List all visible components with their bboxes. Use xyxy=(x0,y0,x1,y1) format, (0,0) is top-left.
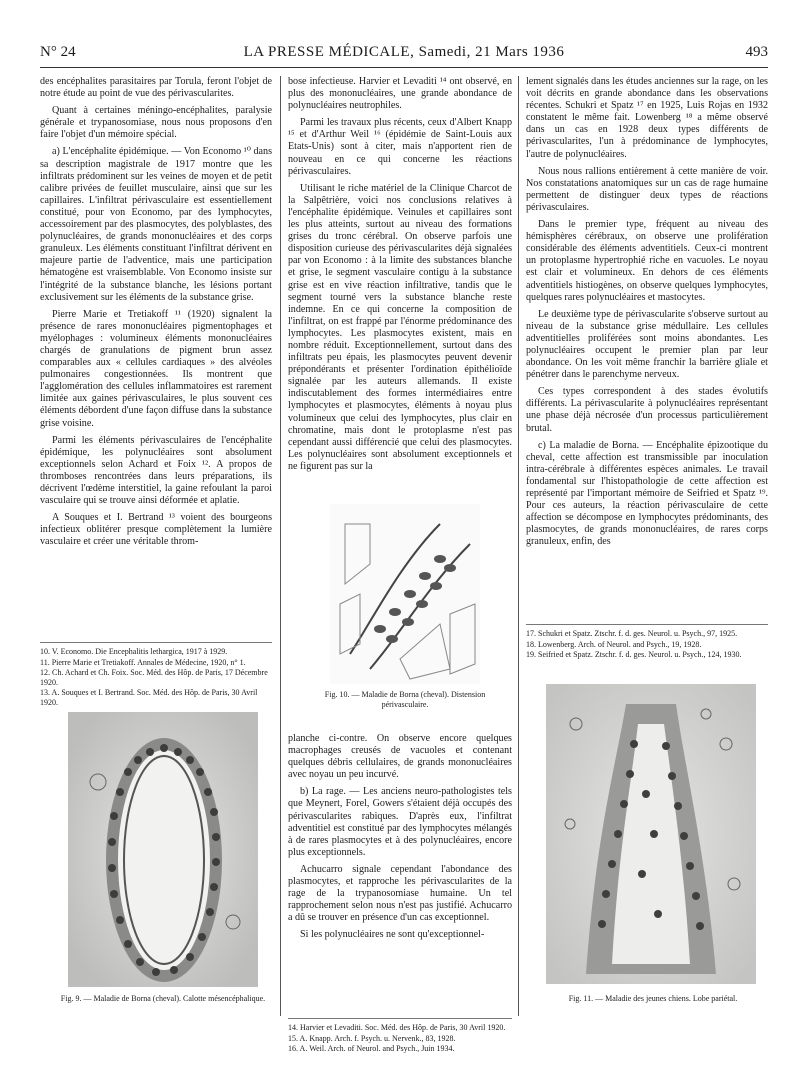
footnote-rule xyxy=(40,642,272,643)
header-rule xyxy=(40,67,768,68)
paragraph: Ces types correspondent à des stades évolutifs différents. La périvascularite à polynucléaires représentant une phase déjà nécrosée d'un processus particulièrement brutal. xyxy=(526,386,768,434)
paragraph: Nous nous rallions entièrement à cette manière de voir. Nos constatations anatomiques sur un cas de rage humaine permettent de distinguer deux types de réactions périvasculaires. xyxy=(526,165,768,213)
column-divider xyxy=(518,76,519,1016)
column-1-footnotes xyxy=(40,647,272,709)
paragraph: lement signalés dans les études anciennes sur la rage, on les voit décrits en grande abondance dans les observations récentes. Schukri et Spatz ¹⁷ en 1925, Luis Rojas en 1932 constatent le même fait. Lowenberg ¹⁸ a même observé dans un cas en 1928 deux types différents de périvascularites, l'un à prédominance de lymphocytes, l'autre de polynucléaires. xyxy=(526,76,768,160)
footnote: 12. Ch. Achard et Ch. Foix. Soc. Méd. des Hôp. de Paris, 17 Décembre 1920. xyxy=(40,668,268,687)
paragraph: Dans le premier type, fréquent au niveau des hémisphères cérébraux, on observe une prolifération considérable des éléments adventitiels. Ceux-ci montrent un protoplasme hypertrophié riche en vacuoles. Le noyau est clair et volumineux. En dehors de ces éléments adventitiels histiogènes, on observe quelques lymphocytes, quelques rares polynucléaires et mastocytes. xyxy=(526,219,768,303)
figure-11-caption: Fig. 11. — Maladie des jeunes chiens. Lobe pariétal. xyxy=(568,994,738,1003)
footnote: 16. A. Weil. Arch. of Neurol. and Psych., Juin 1934. xyxy=(288,1044,455,1054)
footnote: 13. A. Souques et I. Bertrand. Soc. Méd. des Hôp. de Paris, 30 Avril 1920. xyxy=(40,688,258,707)
paragraph: Le deuxième type de périvascularite s'observe surtout au niveau de la substance grise médullaire. Les cellules adventitielles proliférées sont moins abondantes. Les polynucléaires occupent le premier plan par leur abondance. On les voit même franchir la barrière gliale et pénétrer dans le parenchyme nerveux. xyxy=(526,308,768,381)
footnote-rule xyxy=(288,1018,512,1019)
footnote: 19. Seifried et Spatz. Ztschr. f. d. ges. Neurol. u. Psych., 124, 1930. xyxy=(526,650,742,660)
footnote-rule xyxy=(526,624,768,625)
figure-9-caption: Fig. 9. — Maladie de Borna (cheval). Calotte mésencéphalique. xyxy=(60,994,266,1003)
column-divider xyxy=(280,76,281,1016)
footnote: 15. A. Knapp. Arch. f. Psych. u. Nervenk., 83, 1928. xyxy=(288,1033,456,1043)
paragraph: bose infectieuse. Harvier et Levaditi ¹⁴ ont observé, en plus des mononucléaires, une grande abondance de polynucléaires neutrophiles. xyxy=(288,76,512,112)
paragraph: a) L'encéphalite épidémique. — Von Economo ¹⁰ dans sa description magistrale de 1917 montre que les infiltrats prédominent sur les veines de moyen et de petit calibre privées de feuillet musculaire, ainsi que sur les capillaires. L'infiltrat périvasculaire est essentiellement constitué, pour von Economo, par des lymphocytes, accessoirement par des plasmocytes, des polyblastes, des polynucléaires, de grands mononucléaires et des corps granuleux. Les éléments constituant l'infiltrat dérivent en majeure partie de l'adventice, mais une participation hématogène est vraisemblable. Von Economo insiste sur l'intégrité de la substance blanche, les lésions portant exclusivement sur les éléments de la substance grise. xyxy=(40,146,272,303)
paragraph: A Souques et I. Bertrand ¹³ voient des bourgeons infectieux oblitérer presque complètement la lumière vasculaire et créer une véritable throm- xyxy=(40,512,272,548)
paragraph: Si les polynucléaires ne sont qu'exceptionnel- xyxy=(300,929,485,941)
column-2-text-bottom xyxy=(288,733,512,947)
column-2-text-top xyxy=(288,76,512,478)
column-3-text xyxy=(526,76,768,553)
paragraph: c) La maladie de Borna. — Encéphalite épizootique du cheval, cette affection est transmissible par inoculation intra-cérébrale à différentes espèces animales. Le travail fondamental sur l'histopathologie de cette affection est représenté par l'important mémoire de Seifried et Spatz ¹⁹. Pour ces auteurs, la réaction périvasculaire de cette affection se décompose en lymphocytes prédominants, des plasmocytes, de grands mononucléaires, de rares corps granuleux, enfin, des xyxy=(526,439,768,548)
paragraph: planche ci-contre. On observe encore quelques macrophages creusés de vacuoles et contenant quelques débris cellulaires, de grands mononucléaires avec noyau un peu incurvé. xyxy=(288,733,512,781)
page-header xyxy=(40,40,768,66)
paragraph: Parmi les travaux plus récents, ceux d'Albert Knapp ¹⁵ et d'Arthur Weil ¹⁶ (épidémie de Saint-Louis aux Etats-Unis) sont à citer, mais n'apportent rien de nouveau en ce qui concerne les réactions périvasculaires. xyxy=(288,117,512,177)
column-1-text xyxy=(40,76,272,553)
footnote: 10. V. Economo. Die Encephalitis lethargica, 1917 à 1929. xyxy=(40,647,228,656)
column-3-footnotes xyxy=(526,629,768,661)
footnote: 17. Schukri et Spatz. Ztschr. f. d. ges. Neurol. u. Psych., 97, 1925. xyxy=(526,629,738,638)
paragraph: Utilisant le riche matériel de la Clinique Charcot de la Salpêtrière, voici nos conclusions relatives à l'encéphalite épidémique. Veinules et capillaires sont les plus atteints, surtout au niveau des formations grises du tronc cérébral. On observe parfois une disposition curieuse des périvascularites déjà signalées par von Economo : à la limite des substances blanche et grise, le segment vasculaire contigu à la substance grise est en vive réaction infiltrative, tandis que le segment tourné vers la substance blanche reste indemne. En ce qui concerne la composition de l'infiltrat, on est frappé par l'énorme prédominance des lymphocytes. Les plasmocytes existent, mais en nombre réduit. Exceptionnellement, surtout dans des infiltrats peu épais, les plasmocytes peuvent devenir prépondérants et présenter l'ordination épithélioïde signalée par les auteurs allemands. Il existe indiscutablement des formes intermédiaires entre lymphocytes et plasmocytes, éléments à noyau plus volumineux que celui des lymphocytes, plus clair en chromatine, mais dont le protoplasme n'est pas cependant aussi différencié que celui des plasmocytes. Les polynucléaires sont absolument exceptionnels et ne figurent pas sur la xyxy=(288,182,512,472)
paragraph: Pierre Marie et Tretiakoff ¹¹ (1920) signalent la présence de rares mononucléaires pigmentophages et myélophages : volumineux éléments mononucléaires chargés de granulations de pigment brun assez comparables aux « cellules cardiaques » des alvéoles pulmonaires congestionnées. Ils montrent que l'agglomération des cellules inflammatoires est rarement limitée aux gaines périvasculaires, le plus souvent ces éléments débordent d'une façon diffuse dans la substance grise voisine. xyxy=(40,308,272,429)
paragraph: des encéphalites parasitaires par Torula, feront l'objet de notre étude au point de vue des périvascularites. xyxy=(40,76,272,100)
figure-11-micrograph xyxy=(546,684,756,984)
figure-9-micrograph xyxy=(68,712,258,987)
page-number: 493 xyxy=(745,44,768,60)
column-2-footnotes xyxy=(288,1023,512,1055)
paragraph: b) La rage. — Les anciens neuro-pathologistes tels que Meynert, Forel, Gowers s'étaient déjà occupés des périvascularites rabiques. D'après eux, l'infiltrat adventitiel est constitué par des lymphocytes mélangés à de rares plasmocytes et à des polynucléaires, encore plus exceptionnels. xyxy=(288,786,512,858)
figure-10-drawing xyxy=(330,504,480,684)
issue-number: N° 24 xyxy=(40,44,76,60)
paragraph: Parmi les éléments périvasculaires de l'encéphalite épidémique, les polynucléaires sont absolument exceptionnels selon Achard et Foix ¹². A propos de thromboses rencontrées dans leurs préparations, ils décrivent l'œdème interstitiel, la gaine refoulant la paroi vasculaire qui se trouve ainsi déformée et aplatie. xyxy=(40,434,272,507)
footnote: 14. Harvier et Levaditi. Soc. Méd. des Hôp. de Paris, 30 Avril 1920. xyxy=(288,1023,506,1032)
figure-10-caption: Fig. 10. — Maladie de Borna (cheval). Distension périvasculaire. xyxy=(324,690,486,709)
footnote: 11. Pierre Marie et Tretiakoff. Annales de Médecine, 1920, n° 1. xyxy=(40,657,246,667)
paragraph: Quant à certaines méningo-encéphalites, paralysie générale et trypanosomiase, nous nous proposons d'en faire l'objet d'un mémoire spécial. xyxy=(40,105,272,141)
journal-title: LA PRESSE MÉDICALE, Samedi, 21 Mars 1936 xyxy=(243,44,565,60)
footnote: 18. Lowenberg. Arch. of Neurol. and Psych., 19, 1928. xyxy=(526,639,702,649)
paragraph: Achucarro signale cependant l'abondance des plasmocytes, et rapproche les périvascularites de la rage de la trypanosomiase humaine. Un tel rapprochement selon nous n'est pas justifié. Achucarro a dû se trouver en présence d'un cas exceptionnel. xyxy=(288,863,512,924)
